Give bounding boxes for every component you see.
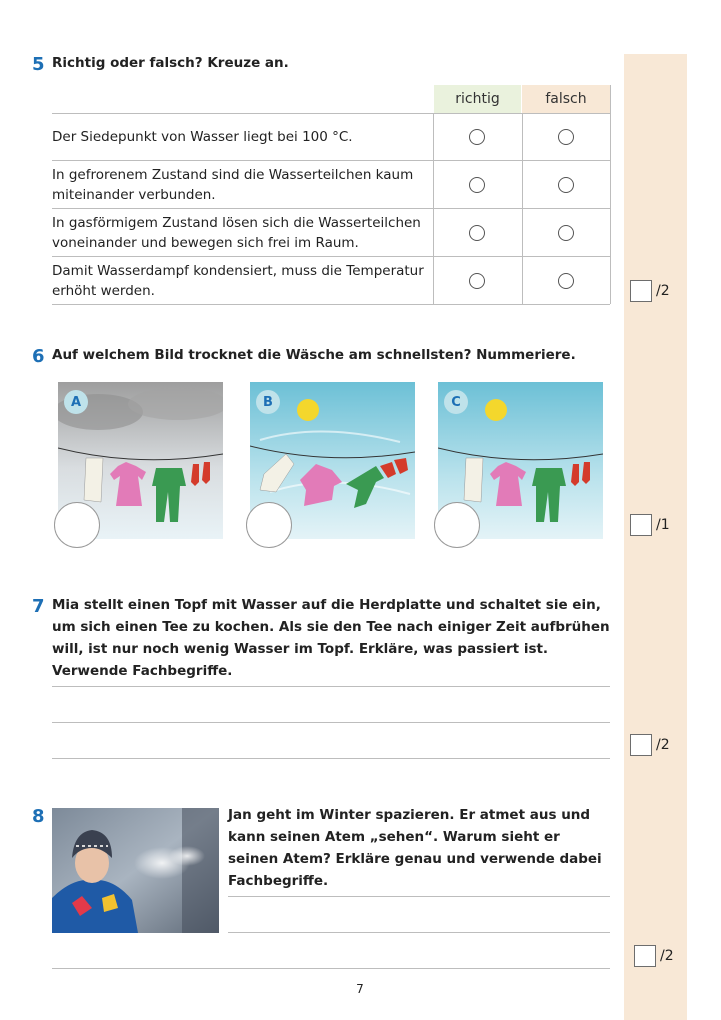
- number-circle-b[interactable]: [246, 502, 292, 548]
- question-6-prompt: Auf welchem Bild trocknet die Wäsche am schnellsten? Nummeriere.: [52, 347, 576, 363]
- score-box-q5[interactable]: [630, 280, 652, 302]
- score-box-q6[interactable]: [630, 514, 652, 536]
- radio-falsch-1[interactable]: [558, 129, 574, 145]
- score-box-q8[interactable]: [634, 945, 656, 967]
- picture-a-badge: A: [64, 390, 88, 414]
- picture-c-badge: C: [444, 390, 468, 414]
- number-circle-c[interactable]: [434, 502, 480, 548]
- page-number: 7: [356, 982, 364, 996]
- question-7-prompt: Mia stellt einen Topf mit Wasser auf die Herdplatte und schaltet sie ein, um sich einen Tee zu kochen. Als sie den Tee nach einiger Zeit aufbrühen will, ist nur noch wenig Wasser im Topf. Erkläre, was passiert ist. Verwende Fachbegriffe.: [52, 597, 610, 679]
- statement-1: Der Siedepunkt von Wasser liegt bei 100 °C.: [52, 129, 353, 145]
- column-header-richtig: richtig: [434, 85, 521, 113]
- question-8-prompt: Jan geht im Winter spazieren. Er atmet aus und kann seinen Atem „sehen“. Warum sieht er seinen Atem? Erkläre genau und verwende dabei Fachbegriffe.: [228, 807, 602, 889]
- question-7-number: 7: [32, 596, 45, 617]
- answer-line-q7-1[interactable]: [52, 686, 610, 687]
- score-box-q7[interactable]: [630, 734, 652, 756]
- question-5-number: 5: [32, 54, 45, 75]
- radio-falsch-3[interactable]: [558, 225, 574, 241]
- radio-falsch-4[interactable]: [558, 273, 574, 289]
- score-sidebar: [624, 54, 687, 1020]
- score-label-q8: /2: [660, 948, 674, 964]
- score-q8: [634, 945, 674, 967]
- answer-line-q7-2[interactable]: [52, 722, 610, 723]
- boy-breath-illustration: [52, 808, 219, 933]
- radio-falsch-2[interactable]: [558, 177, 574, 193]
- statement-3: In gasförmigem Zustand lösen sich die Wasserteilchen voneinander und bewegen sich frei im Raum.: [52, 215, 421, 251]
- picture-b-badge: B: [256, 390, 280, 414]
- answer-line-q8-1[interactable]: [228, 896, 610, 897]
- score-label-q7: /2: [656, 737, 670, 753]
- question-8-number: 8: [32, 806, 45, 827]
- answer-line-q8-3[interactable]: [52, 968, 610, 969]
- number-circle-a[interactable]: [54, 502, 100, 548]
- column-header-falsch: falsch: [522, 85, 610, 113]
- question-5-prompt: Richtig oder falsch? Kreuze an.: [52, 55, 289, 71]
- boy-in-winter-photo: [52, 808, 219, 933]
- score-q5: [630, 280, 670, 302]
- radio-richtig-4[interactable]: [469, 273, 485, 289]
- statement-2: In gefrorenem Zustand sind die Wasserteilchen kaum miteinander verbunden.: [52, 167, 414, 203]
- question-6-number: 6: [32, 346, 45, 367]
- statement-4: Damit Wasserdampf kondensiert, muss die Temperatur erhöht werden.: [52, 263, 424, 299]
- score-q6: [630, 514, 670, 536]
- answer-line-q7-3[interactable]: [52, 758, 610, 759]
- radio-richtig-1[interactable]: [469, 129, 485, 145]
- score-label-q6: /1: [656, 517, 670, 533]
- score-label-q5: /2: [656, 283, 670, 299]
- radio-richtig-3[interactable]: [469, 225, 485, 241]
- answer-line-q8-2[interactable]: [228, 932, 610, 933]
- radio-richtig-2[interactable]: [469, 177, 485, 193]
- score-q7: [630, 734, 670, 756]
